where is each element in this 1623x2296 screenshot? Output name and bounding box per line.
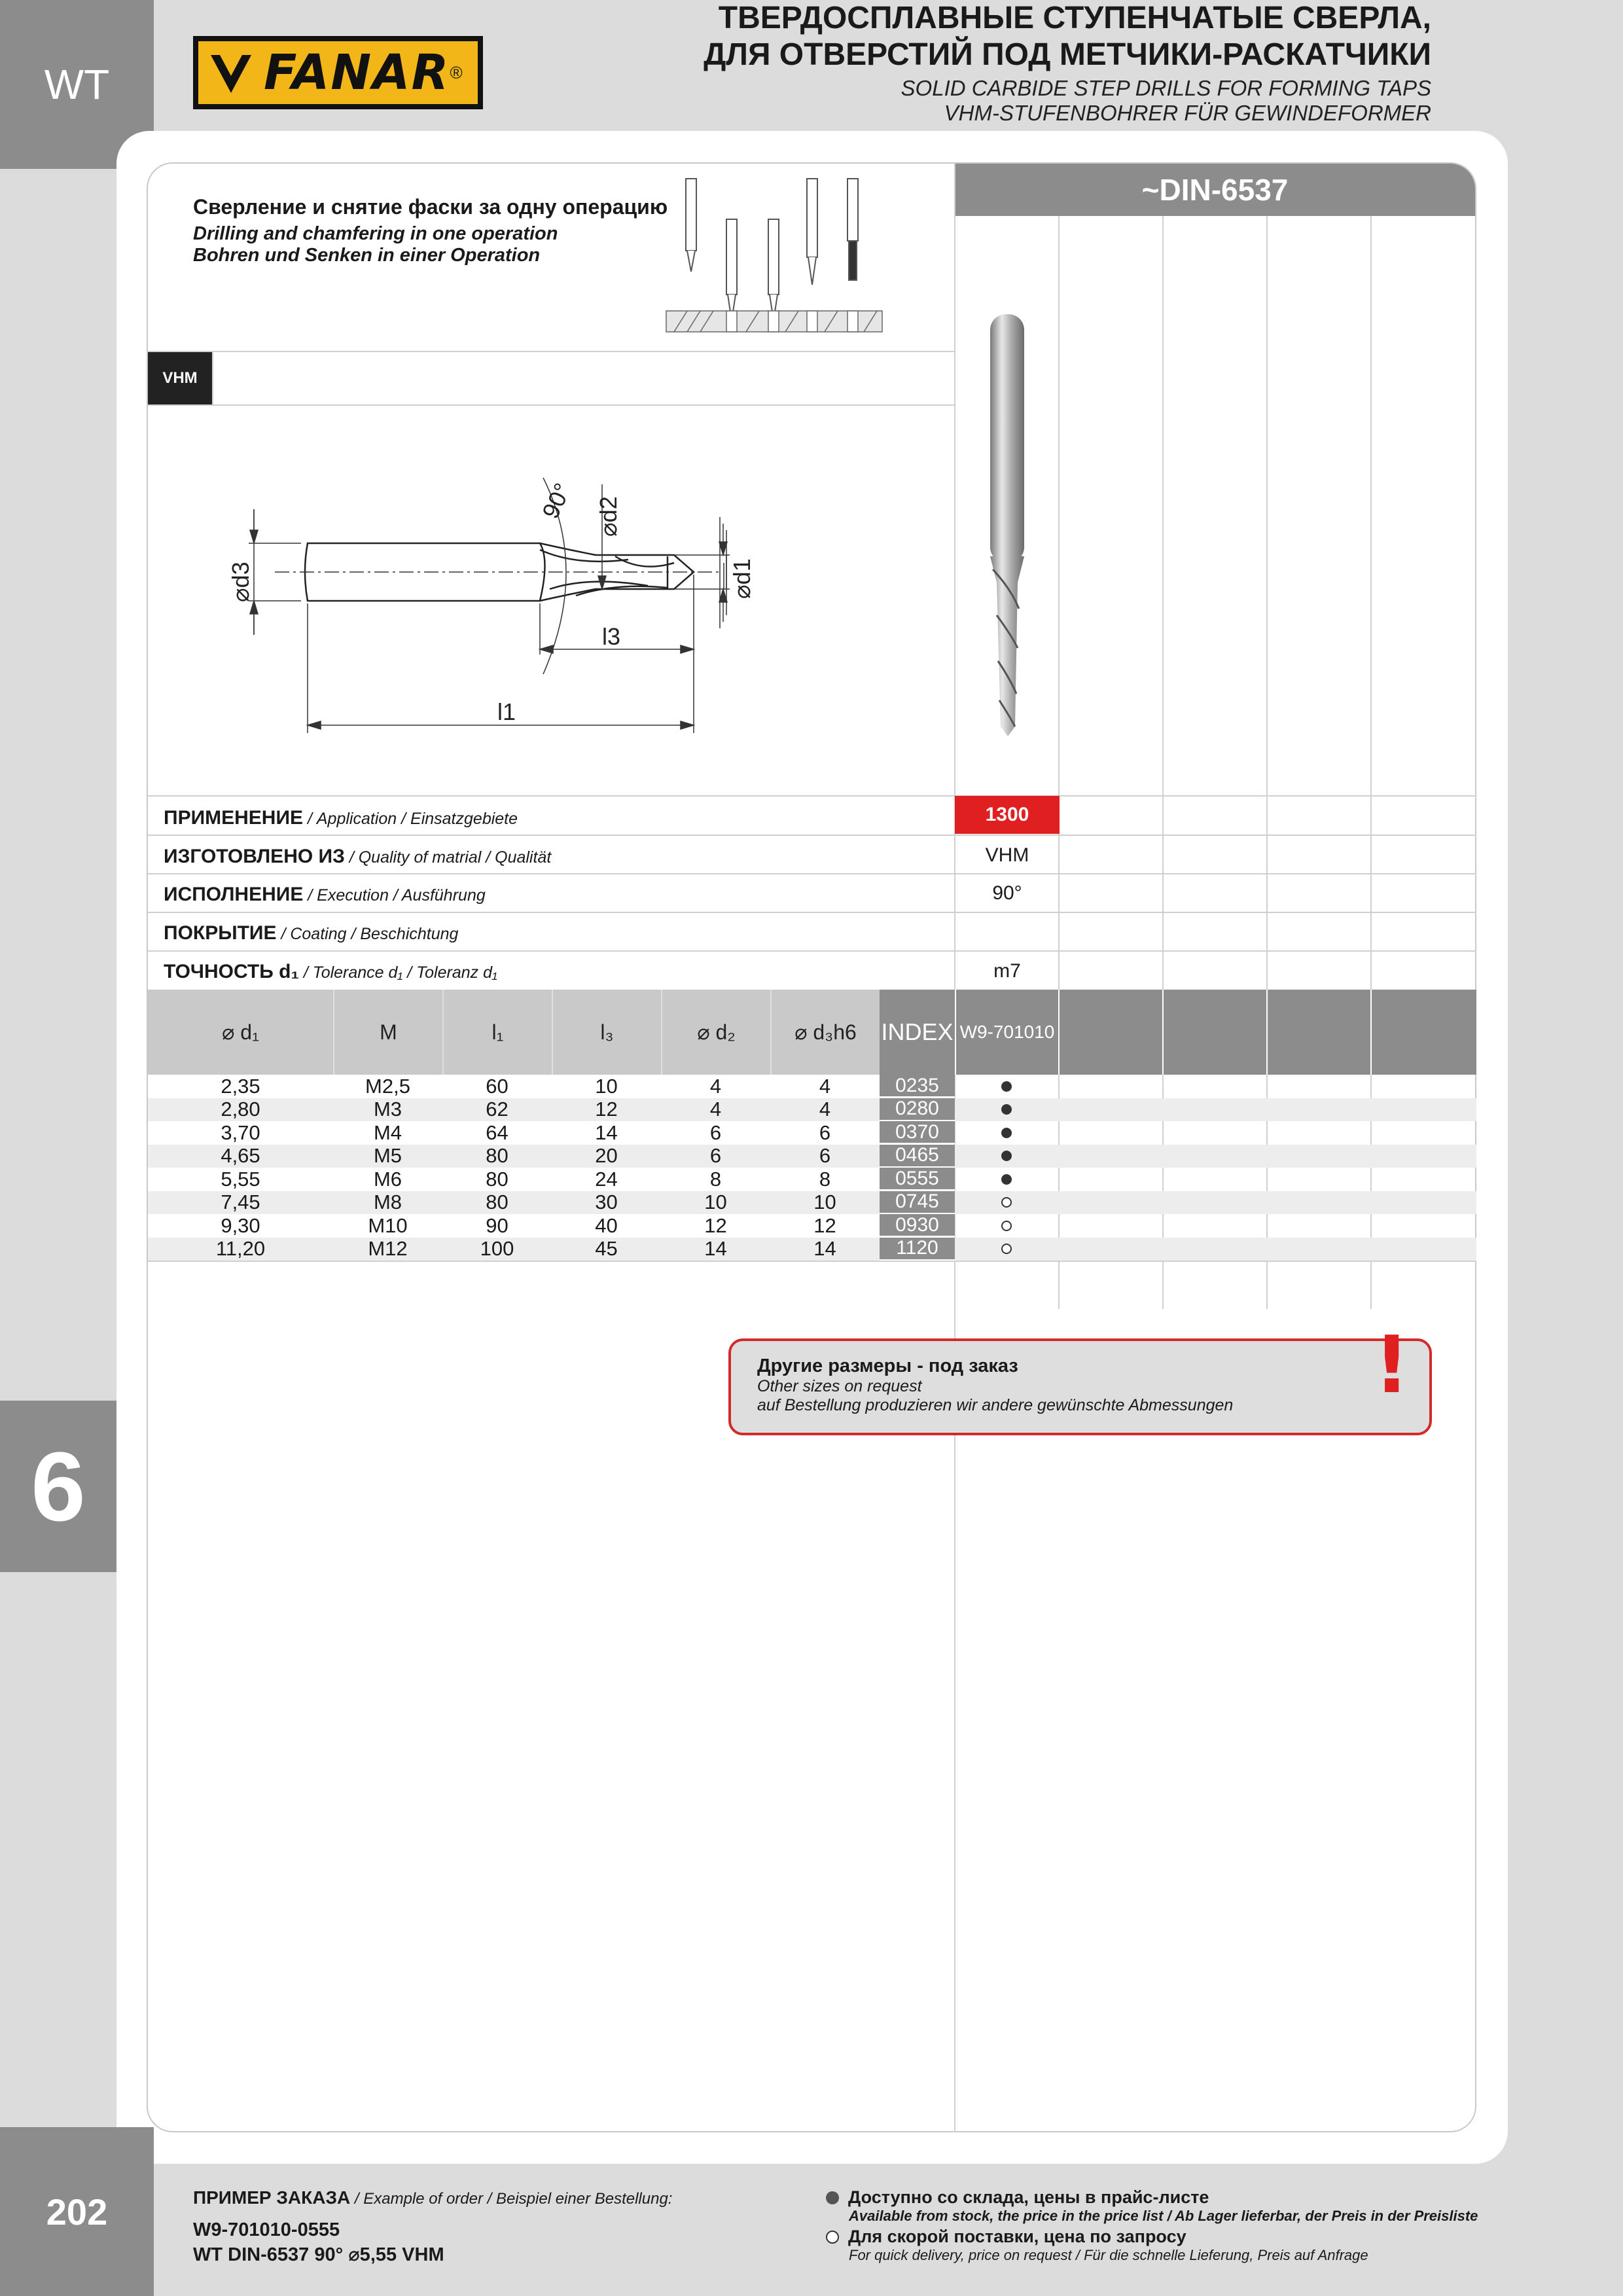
- cell-d1: 3,70: [221, 1121, 260, 1144]
- col-m: M: [333, 990, 442, 1075]
- angle-label: 90°: [537, 478, 577, 523]
- cell-l3: 45: [595, 1237, 618, 1260]
- empty-dot-icon: [1001, 1244, 1012, 1254]
- intro-line-de: Bohren und Senken in einer Operation: [193, 245, 541, 266]
- empty-dot-icon: [826, 2231, 839, 2244]
- table-row: [148, 1075, 1476, 1098]
- cell-d2: 6: [709, 1144, 722, 1167]
- divider: [148, 950, 1476, 952]
- legend-order-ru: Для скорой поставки, цена по запросу: [848, 2227, 1186, 2246]
- l3-label: l3: [602, 623, 621, 650]
- l1-label: l1: [497, 698, 516, 725]
- cell-l3: 30: [595, 1191, 618, 1213]
- cell-l3: 14: [595, 1121, 618, 1144]
- col-empty: [1370, 990, 1476, 1075]
- col-empty: [1058, 990, 1162, 1075]
- cell-d3: 10: [813, 1191, 836, 1213]
- divider: [148, 873, 1476, 874]
- notice-en: Other sizes on request: [757, 1377, 922, 1395]
- order-example: [193, 2217, 444, 2267]
- col-d1: ⌀ d₁: [222, 1020, 259, 1044]
- availability-cell: [955, 1121, 1058, 1144]
- cell-d1: 5,55: [221, 1167, 260, 1191]
- logo-text: FANAR: [264, 45, 450, 101]
- cell-index: 0370: [880, 1121, 955, 1144]
- filled-dot-icon: [1001, 1104, 1012, 1115]
- cell-d2: 6: [709, 1121, 722, 1144]
- cell-l1: 100: [480, 1237, 514, 1260]
- cell-d2: 14: [704, 1237, 727, 1260]
- cell-index: 0465: [880, 1145, 955, 1168]
- table-row: [148, 1121, 1476, 1144]
- table-row: [148, 1098, 1476, 1121]
- cell-l3: 20: [595, 1144, 618, 1167]
- d2-label: ⌀d2: [595, 496, 622, 537]
- exclamation-icon: !: [1374, 1320, 1410, 1411]
- cell-m: M10: [368, 1213, 408, 1237]
- logo-v-icon: [198, 41, 264, 104]
- availability-cell: [955, 1145, 1058, 1168]
- property-execution: ИСПОЛНЕНИЕ / Execution / Ausführung: [164, 884, 486, 905]
- cell-l1: 60: [486, 1074, 508, 1098]
- d1-label: ⌀d1: [728, 558, 755, 599]
- cell-index: 1120: [880, 1238, 955, 1261]
- page-title: [580, 0, 1431, 126]
- title-ru-line-1: ТВЕРДОСПЛАВНЫЕ СТУПЕНЧАТЫЕ СВЕРЛА,: [718, 1, 1431, 35]
- availability-cell: [955, 1214, 1058, 1237]
- logo-reg-mark: ®: [450, 62, 463, 82]
- cell-m: M6: [373, 1167, 402, 1191]
- intro-line-en: Drilling and chamfering in one operation: [193, 223, 558, 244]
- cell-index: 0745: [880, 1191, 955, 1214]
- cell-m: M2,5: [365, 1074, 410, 1098]
- table-bottom-line: [148, 1261, 1476, 1262]
- availability-cell: [955, 1168, 1058, 1191]
- filled-dot-icon: [1001, 1151, 1012, 1161]
- operation-sketch: [661, 173, 890, 353]
- d3-label: ⌀d3: [227, 562, 254, 602]
- availability-cell: [955, 1098, 1058, 1121]
- cell-m: M4: [373, 1121, 402, 1144]
- property-coating: ПОКРЫТИЕ / Coating / Beschichtung: [164, 922, 459, 944]
- cell-l3: 10: [595, 1074, 618, 1098]
- cell-m: M3: [373, 1098, 402, 1121]
- cell-l3: 40: [595, 1213, 618, 1237]
- cell-d1: 11,20: [215, 1237, 266, 1260]
- cell-d2: 12: [704, 1213, 727, 1237]
- legend-order-sub: For quick delivery, price on request / Für die schnelle Lieferung, Preis auf Anfrage: [849, 2247, 1368, 2263]
- cell-d2: 4: [709, 1074, 722, 1098]
- divider: [148, 351, 955, 352]
- title-en: SOLID CARBIDE STEP DRILLS FOR FORMING TAPS: [901, 76, 1431, 100]
- empty-dot-icon: [1001, 1197, 1012, 1208]
- property-tolerance: ТОЧНОСТЬ d₁ / Tolerance d₁ / Toleranz d₁: [164, 961, 497, 982]
- col-d2: ⌀ d₂: [661, 990, 770, 1075]
- cell-l3: 12: [595, 1098, 618, 1121]
- legend-stock: [826, 2187, 1478, 2225]
- chapter-tab: 6: [0, 1401, 116, 1572]
- cell-d1: 7,45: [221, 1191, 260, 1213]
- order-example-desc: WT DIN-6537 90° ⌀5,55 VHM: [193, 2244, 444, 2265]
- series-tab: WT: [0, 0, 154, 169]
- cell-d2: 10: [704, 1191, 727, 1213]
- col-empty: [1162, 990, 1266, 1075]
- cell-d1: 4,65: [221, 1144, 260, 1167]
- cell-d3: 12: [813, 1213, 836, 1237]
- filled-dot-icon: [1001, 1128, 1012, 1138]
- empty-dot-icon: [1001, 1221, 1012, 1231]
- table-header: [148, 990, 1476, 1075]
- legend-stock-sub: Available from stock, the price in the price list / Ab Lager lieferbar, der Preis in der Preisliste: [849, 2208, 1478, 2224]
- cell-m: M8: [373, 1191, 402, 1213]
- execution-value: 90°: [992, 882, 1022, 904]
- notice-ru: Другие размеры - под заказ: [757, 1355, 1018, 1376]
- cell-l1: 64: [486, 1121, 508, 1144]
- cell-index: 0930: [880, 1214, 955, 1237]
- col-index: INDEX: [880, 990, 955, 1075]
- intro-section: [193, 195, 668, 266]
- cell-index: 0235: [880, 1075, 955, 1098]
- divider: [212, 352, 213, 404]
- cell-d3: 6: [819, 1121, 831, 1144]
- fanar-logo: [193, 36, 483, 109]
- material-value: VHM: [985, 844, 1029, 866]
- cell-l1: 80: [486, 1144, 508, 1167]
- intro-title-ru: Сверление и снятие фаски за одну операцию: [193, 195, 668, 219]
- divider: [148, 912, 1476, 913]
- cell-d3: 6: [819, 1144, 831, 1167]
- cell-index: 0280: [880, 1098, 955, 1121]
- availability-cell: [955, 1075, 1058, 1098]
- table-row: [148, 1214, 1476, 1237]
- drill-photo: [978, 308, 1037, 740]
- cell-d2: 8: [709, 1167, 722, 1191]
- col-l1: l₁: [442, 990, 552, 1075]
- col-article: W9-701010: [955, 990, 1058, 1075]
- divider: [148, 795, 1476, 797]
- table-row: [148, 1168, 1476, 1191]
- cell-l1: 90: [486, 1213, 508, 1237]
- cell-d1: 2,35: [221, 1074, 260, 1098]
- cell-d3: 8: [819, 1167, 831, 1191]
- table-row: [148, 1238, 1476, 1261]
- divider: [148, 404, 955, 406]
- cell-d1: 2,80: [221, 1098, 260, 1121]
- property-material: ИЗГОТОВЛЕНО ИЗ / Quality of matrial / Qualität: [164, 846, 552, 867]
- cell-l1: 80: [486, 1191, 508, 1213]
- application-value: 1300: [955, 796, 1060, 834]
- cell-l1: 62: [486, 1098, 508, 1121]
- table-row: [148, 1191, 1476, 1214]
- availability-cell: [955, 1238, 1058, 1261]
- col-l3: l₃: [552, 990, 661, 1075]
- availability-cell: [955, 1191, 1058, 1214]
- cell-m: M5: [373, 1144, 402, 1167]
- cell-d3: 4: [819, 1074, 831, 1098]
- legend-order: [826, 2227, 1368, 2264]
- notice-de: auf Bestellung produzieren wir andere gewünschte Abmessungen: [757, 1396, 1234, 1414]
- custom-sizes-notice: [728, 1320, 1432, 1435]
- cell-l1: 80: [486, 1167, 508, 1191]
- cell-l3: 24: [595, 1167, 618, 1191]
- technical-drawing: [223, 458, 916, 746]
- standard-header: ~DIN-6537: [955, 164, 1475, 216]
- order-example-label: ПРИМЕР ЗАКАЗА / Example of order / Beispiel einer Bestellung:: [193, 2187, 673, 2208]
- cell-index: 0555: [880, 1168, 955, 1191]
- material-badge: VHM: [148, 352, 212, 404]
- col-empty: [1266, 990, 1370, 1075]
- filled-dot-icon: [1001, 1174, 1012, 1185]
- title-ru-line-2: ДЛЯ ОТВЕРСТИЙ ПОД МЕТЧИКИ-РАСКАТЧИКИ: [704, 37, 1431, 72]
- cell-d2: 4: [709, 1098, 722, 1121]
- property-application: ПРИМЕНЕНИЕ / Application / Einsatzgebiete: [164, 807, 518, 829]
- divider: [148, 834, 1476, 836]
- col-d3: ⌀ d₃h6: [770, 990, 880, 1075]
- filled-dot-icon: [1001, 1081, 1012, 1092]
- legend-stock-ru: Доступно со склада, цены в прайс-листе: [848, 2187, 1209, 2207]
- cell-m: M12: [368, 1237, 408, 1260]
- cell-d3: 4: [819, 1098, 831, 1121]
- table-row: [148, 1145, 1476, 1168]
- filled-dot-icon: [826, 2191, 839, 2204]
- page-number: 202: [0, 2127, 154, 2296]
- cell-d1: 9,30: [221, 1213, 260, 1237]
- tolerance-value: m7: [993, 960, 1021, 982]
- cell-d3: 14: [813, 1237, 836, 1260]
- order-example-code: W9-701010-0555: [193, 2219, 340, 2240]
- title-de: VHM-STUFENBOHRER FÜR GEWINDEFORMER: [944, 101, 1431, 125]
